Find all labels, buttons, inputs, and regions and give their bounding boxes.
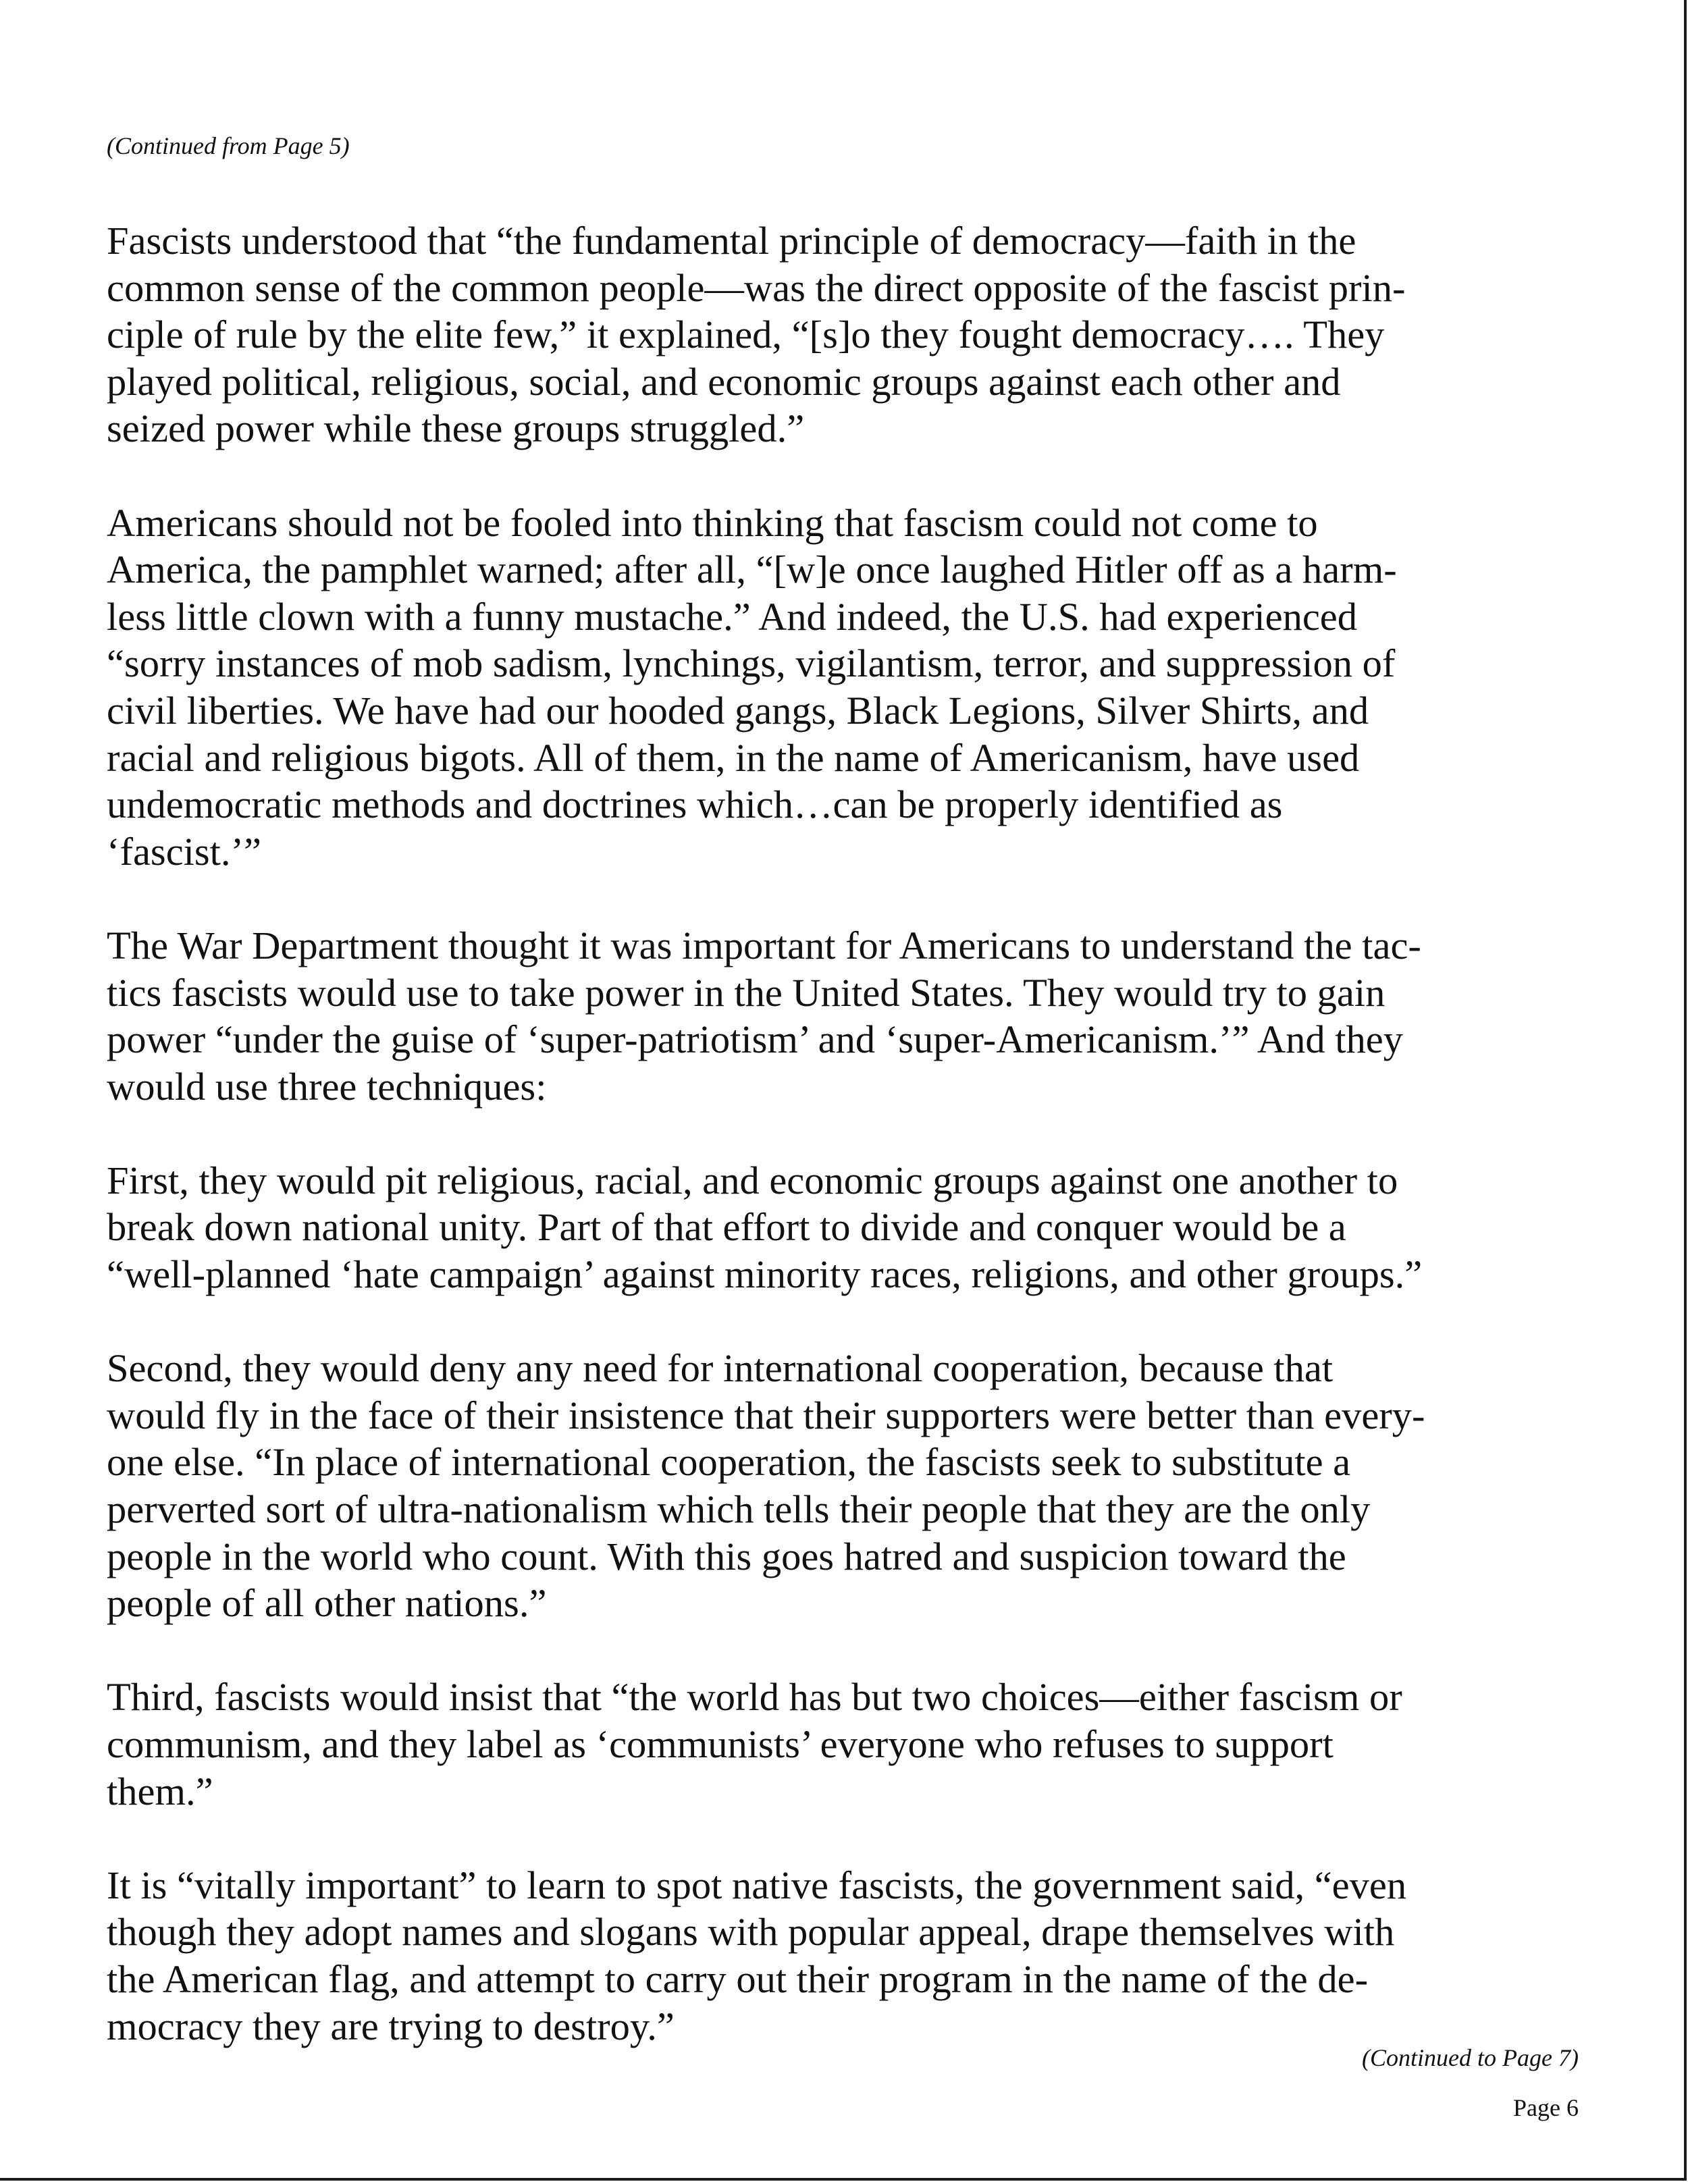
article-body bbox=[107, 217, 1599, 2050]
text-line: Second, they would deny any need for international cooperation, because that bbox=[107, 1346, 1334, 1391]
text-line: people of all other nations.” bbox=[107, 1581, 547, 1626]
text-line: The War Department thought it was important for Americans to understand the tac- bbox=[107, 923, 1421, 967]
text-line: one else. “In place of international cooperation, the fascists seek to substitute a bbox=[107, 1440, 1351, 1485]
text-line: Americans should not be fooled into thinking that fascism could not come to bbox=[107, 500, 1318, 545]
text-line: “sorry instances of mob sadism, lynchings, vigilantism, terror, and suppression of bbox=[107, 641, 1396, 686]
text-line: the American flag, and attempt to carry out their program in the name of the de- bbox=[107, 1956, 1369, 2001]
paragraph bbox=[107, 1157, 1599, 1298]
text-line: ciple of rule by the elite few,” it explained, “[s]o they fought democracy…. They bbox=[107, 313, 1385, 357]
text-line: communism, and they label as ‘communists’ everyone who refuses to support bbox=[107, 1722, 1334, 1766]
text-line: would fly in the face of their insistence that their supporters were better than every- bbox=[107, 1393, 1425, 1437]
page-border-right bbox=[1684, 0, 1687, 2179]
text-line: them.” bbox=[107, 1769, 213, 1813]
text-line: tics fascists would use to take power in the United States. They would try to gain bbox=[107, 970, 1386, 1015]
text-line: First, they would pit religious, racial, and economic groups against one another to bbox=[107, 1158, 1398, 1202]
text-line: It is “vitally important” to learn to spot native fascists, the government said, “even bbox=[107, 1863, 1407, 1907]
text-line: civil liberties. We have had our hooded gangs, Black Legions, Silver Shirts, and bbox=[107, 688, 1369, 733]
text-line: power “under the guise of ‘super-patriotism’ and ‘super-Americanism.’” And they bbox=[107, 1017, 1403, 1062]
text-line: perverted sort of ultra-nationalism which tells their people that they are the only bbox=[107, 1487, 1371, 1532]
text-line: racial and religious bigots. All of them, in the name of Americanism, have used bbox=[107, 735, 1360, 780]
text-line: “well-planned ‘hate campaign’ against minority races, religions, and other groups.” bbox=[107, 1252, 1423, 1297]
text-line: seized power while these groups struggled.” bbox=[107, 406, 805, 451]
continued-from-note: (Continued from Page 5) bbox=[107, 132, 350, 159]
paragraph bbox=[107, 217, 1599, 452]
paragraph bbox=[107, 1674, 1599, 1815]
paragraph bbox=[107, 1862, 1599, 2050]
text-line: Fascists understood that “the fundamental principle of democracy—faith in the bbox=[107, 219, 1356, 263]
text-line: ‘fascist.’” bbox=[107, 829, 262, 874]
text-line: undemocratic methods and doctrines which…can be properly identified as bbox=[107, 782, 1283, 827]
paragraph bbox=[107, 1345, 1599, 1627]
text-line: people in the world who count. With this goes hatred and suspicion toward the bbox=[107, 1534, 1346, 1578]
text-line: break down national unity. Part of that effort to divide and conquer would be a bbox=[107, 1205, 1346, 1250]
page-border-bottom bbox=[0, 2178, 1687, 2181]
text-line: would use three techniques: bbox=[107, 1064, 547, 1109]
page-number: Page 6 bbox=[1513, 2094, 1579, 2121]
paragraph bbox=[107, 922, 1599, 1110]
text-line: mocracy they are trying to destroy.” bbox=[107, 2004, 675, 2048]
text-line: America, the pamphlet warned; after all, “[w]e once laughed Hitler off as a harm- bbox=[107, 548, 1397, 592]
continued-to-note: (Continued to Page 7) bbox=[1362, 2044, 1579, 2071]
text-line: common sense of the common people—was the direct opposite of the fascist prin- bbox=[107, 265, 1406, 310]
text-line: Third, fascists would insist that “the world has but two choices—either fascism or bbox=[107, 1675, 1402, 1720]
text-line: less little clown with a funny mustache.” And indeed, the U.S. had experienced bbox=[107, 594, 1358, 639]
text-line: played political, religious, social, and economic groups against each other and bbox=[107, 359, 1341, 404]
text-line: though they adopt names and slogans with popular appeal, drape themselves with bbox=[107, 1910, 1395, 1954]
paragraph bbox=[107, 500, 1599, 876]
